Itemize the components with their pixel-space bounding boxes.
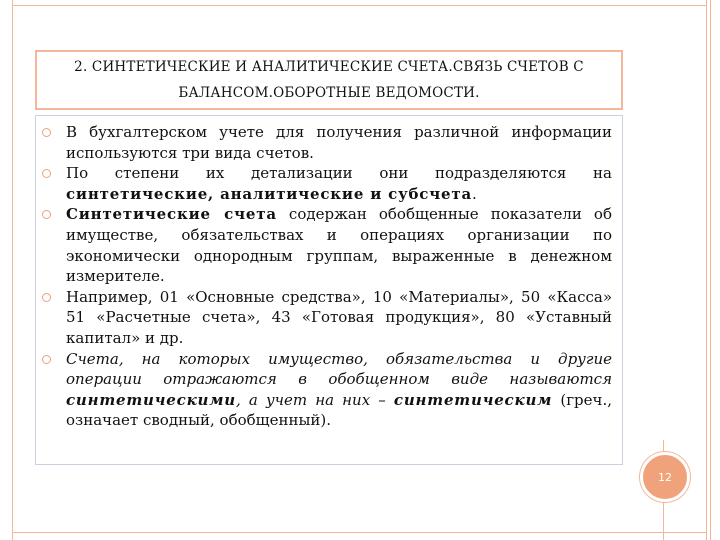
bullet-text: Например, 01 «Основные средства», 10 «Материалы», 50 «Касса» 51 «Расчетные счета», 43 «Готовая продукция», 80 «Уставный капитал» и др. xyxy=(66,287,612,347)
bullet-icon xyxy=(42,293,51,302)
page-number-connector xyxy=(663,440,664,452)
bullet-text: По степени их детализации они подразделяются на xyxy=(66,164,612,183)
list-item xyxy=(66,204,612,286)
bullet-text: (греч., означает сводный, обобщенный). xyxy=(66,390,612,430)
bullet-text-italic: Счета, на которых имущество, обязательства и другие операции отражаются в обобщенном виде называются xyxy=(66,349,612,389)
frame-line-bottom xyxy=(12,532,707,533)
bullet-emphasis: синтетическими xyxy=(66,390,236,409)
slide-title-box xyxy=(35,50,623,110)
frame-line-right-outer xyxy=(710,0,711,540)
page-number-connector xyxy=(663,502,664,540)
bullet-icon xyxy=(42,210,51,219)
bullet-text: . xyxy=(471,184,477,203)
bullet-text: В бухгалтерском учете для получения различной информации используются три вида счетов. xyxy=(66,123,612,162)
frame-line-top xyxy=(12,5,707,6)
frame-line-left xyxy=(12,0,13,540)
bullet-emphasis: синтетическим xyxy=(393,390,553,409)
list-item xyxy=(66,349,612,431)
list-item xyxy=(66,287,612,349)
bullet-text-italic: , а учет на них – xyxy=(236,390,394,409)
slide-title: 2. СИНТЕТИЧЕСКИЕ И АНАЛИТИЧЕСКИЕ СЧЕТА.СВЯЗЬ СЧЕТОВ С БАЛАНСОМ.ОБОРОТНЫЕ ВЕДОМОСТИ. xyxy=(74,59,584,101)
list-item xyxy=(66,163,612,204)
content-area xyxy=(35,115,623,465)
bullet-emphasis: Синтетические счета xyxy=(66,205,277,224)
bullet-icon xyxy=(42,169,51,178)
bullet-icon xyxy=(42,128,51,137)
bullet-icon xyxy=(42,355,51,364)
page-number-badge: 12 xyxy=(640,452,690,502)
bullet-list xyxy=(36,116,622,431)
list-item xyxy=(66,122,612,163)
bullet-text: содержан обобщенные показатели об имуществе, обязательствах и операциях организации по экономически однородным группам, выраженные в денежном измерителе. xyxy=(66,205,612,286)
bullet-emphasis: синтетические, аналитические и субсчета xyxy=(66,184,472,203)
frame-line-right xyxy=(706,0,707,540)
